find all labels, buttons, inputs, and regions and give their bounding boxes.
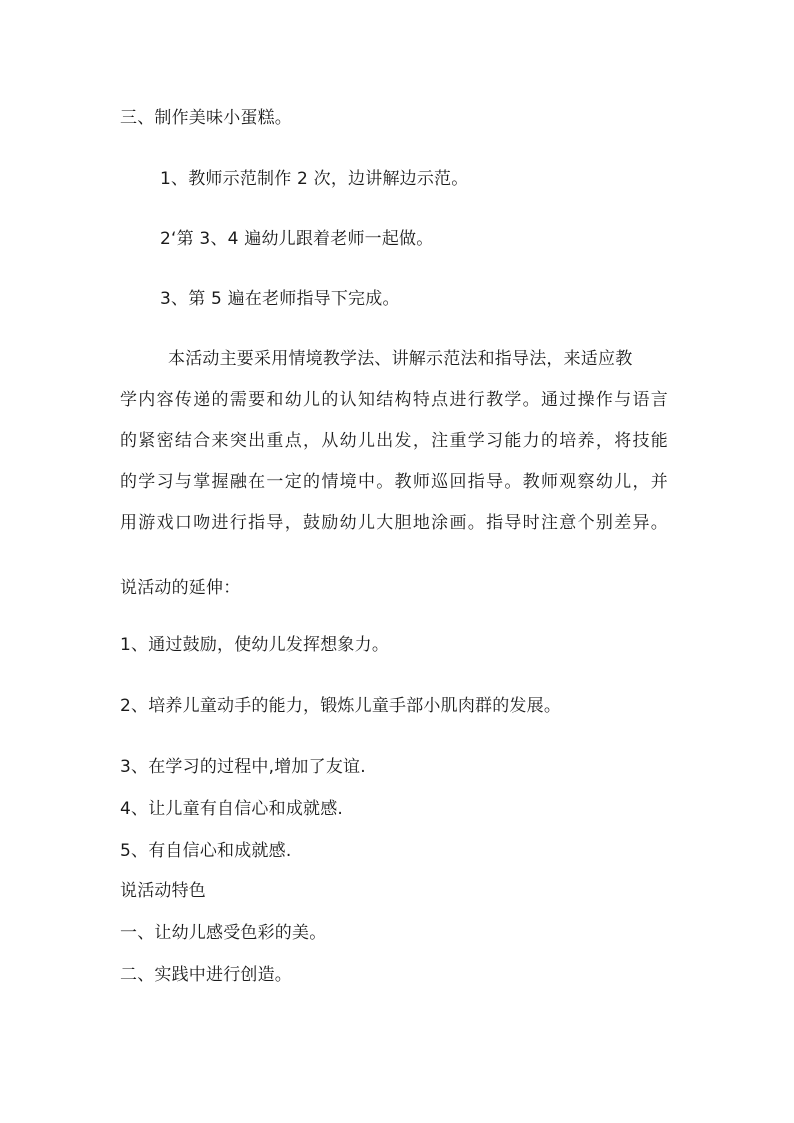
paragraph-line-2: 学内容传递的需要和幼儿的认知结构特点进行教学。通过操作与语言 xyxy=(120,390,668,410)
paragraph-line-1: 本活动主要采用情境教学法、讲解示范法和指导法，来适应教 xyxy=(168,349,633,369)
section-heading-make-cake: 三、制作美味小蛋糕。 xyxy=(120,108,292,128)
extension-item-1: 1、通过鼓励，使幼儿发挥想象力。 xyxy=(120,635,390,655)
paragraph-line-4: 的学习与掌握融在一定的情境中。教师巡回指导。教师观察幼儿，并 xyxy=(120,472,668,492)
extension-item-3: 3、在学习的过程中,增加了友谊. xyxy=(120,757,366,777)
step-2: 2‘第 3、4 遍幼儿跟着老师一起做。 xyxy=(160,229,434,249)
extension-item-4: 4、让儿童有自信心和成就感. xyxy=(120,799,344,819)
features-item-1: 一、让幼儿感受色彩的美。 xyxy=(120,923,327,943)
features-heading: 说活动特色 xyxy=(120,881,206,901)
paragraph-line-3: 的紧密结合来突出重点，从幼儿出发，注重学习能力的培养，将技能 xyxy=(120,431,668,451)
step-1: 1、教师示范制作 2 次，边讲解边示范。 xyxy=(160,169,469,189)
extension-item-5: 5、有自信心和成就感. xyxy=(120,841,292,861)
paragraph-line-5: 用游戏口吻进行指导，鼓励幼儿大胆地涂画。指导时注意个别差异。 xyxy=(120,513,668,533)
extension-heading: 说活动的延伸： xyxy=(120,578,241,598)
step-3: 3、第 5 遍在老师指导下完成。 xyxy=(160,289,400,309)
features-item-2: 二、实践中进行创造。 xyxy=(120,965,292,985)
extension-item-2: 2、培养儿童动手的能力，锻炼儿童手部小肌肉群的发展。 xyxy=(120,696,562,716)
